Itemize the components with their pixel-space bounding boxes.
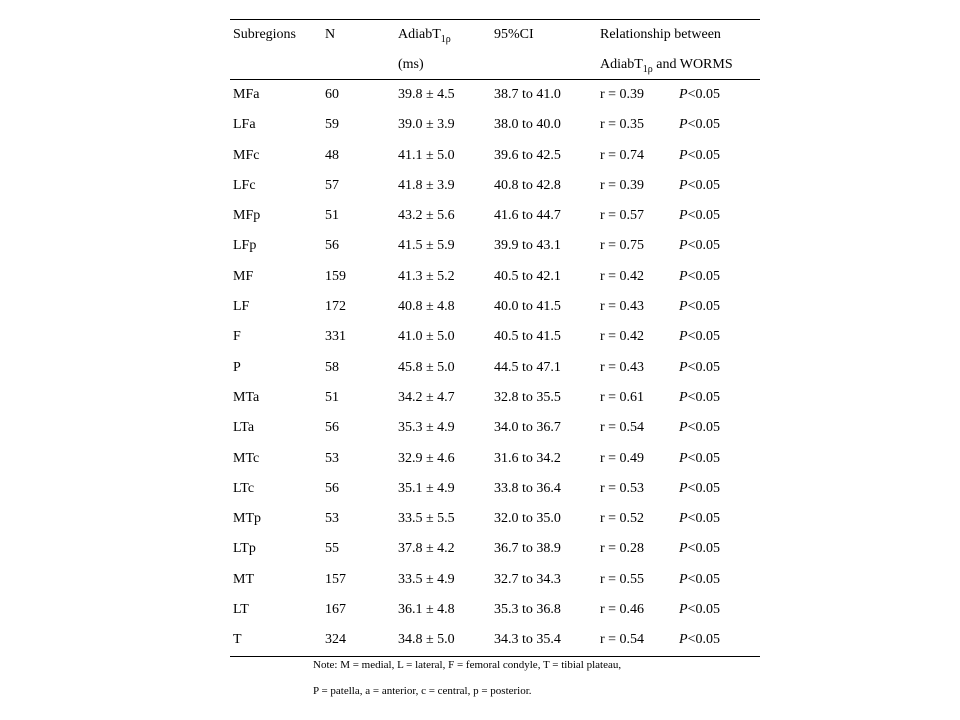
cell-ci: 35.3 to 36.8 <box>494 602 561 618</box>
cell-n: 53 <box>325 450 339 466</box>
cell-p <box>679 625 720 655</box>
cell-p <box>679 413 720 443</box>
cell-r: r = 0.35 <box>600 117 645 133</box>
cell-adiab: 35.3 ± 4.9 <box>398 420 455 436</box>
cell-n: 172 <box>325 299 346 315</box>
cell-r: r = 0.42 <box>600 329 645 345</box>
cell-p-symbol: P <box>679 329 688 345</box>
cell-ci: 38.7 to 41.0 <box>494 87 561 102</box>
cell-r: r = 0.43 <box>600 299 645 315</box>
cell-p <box>679 322 720 352</box>
cell-n: 58 <box>325 359 339 375</box>
cell-ci: 32.0 to 35.0 <box>494 511 561 527</box>
cell-p <box>679 262 720 292</box>
cell-subregion: MTp <box>233 511 261 527</box>
header-adiab-main: AdiabT <box>398 27 441 42</box>
cell-r: r = 0.43 <box>600 359 645 375</box>
cell-p-symbol: P <box>679 389 688 405</box>
header-subregions: Subregions <box>233 27 296 42</box>
cell-subregion: T <box>233 632 242 648</box>
cell-r: r = 0.52 <box>600 511 645 527</box>
cell-n: 60 <box>325 87 339 102</box>
table-row <box>230 534 760 564</box>
cell-subregion: MFa <box>233 87 260 102</box>
cell-p-symbol: P <box>679 299 688 315</box>
cell-p <box>679 595 720 625</box>
cell-p-value: <0.05 <box>687 238 720 254</box>
header-rel-adiab-main: AdiabT <box>600 56 643 72</box>
cell-n: 56 <box>325 238 339 254</box>
cell-n: 55 <box>325 541 339 557</box>
cell-p-value: <0.05 <box>687 480 720 496</box>
cell-adiab: 32.9 ± 4.6 <box>398 450 455 466</box>
header-adiab <box>398 20 451 51</box>
cell-adiab: 39.0 ± 3.9 <box>398 117 455 133</box>
cell-r: r = 0.75 <box>600 238 645 254</box>
cell-adiab: 43.2 ± 5.6 <box>398 208 455 224</box>
cell-p-symbol: P <box>679 480 688 496</box>
table-row <box>230 171 760 201</box>
cell-r: r = 0.53 <box>600 480 645 496</box>
cell-ci: 44.5 to 47.1 <box>494 359 561 375</box>
cell-adiab: 34.8 ± 5.0 <box>398 632 455 648</box>
cell-adiab: 41.5 ± 5.9 <box>398 238 455 254</box>
cell-ci: 41.6 to 44.7 <box>494 208 561 224</box>
table-row <box>230 80 760 110</box>
cell-r: r = 0.54 <box>600 420 645 436</box>
cell-subregion: LTp <box>233 541 256 557</box>
cell-n: 57 <box>325 177 339 193</box>
cell-p <box>679 444 720 474</box>
cell-p <box>679 383 720 413</box>
cell-adiab: 37.8 ± 4.2 <box>398 541 455 557</box>
cell-ci: 39.6 to 42.5 <box>494 147 561 163</box>
table-row <box>230 141 760 171</box>
cell-p <box>679 353 720 383</box>
cell-subregion: LFp <box>233 238 257 254</box>
cell-p <box>679 474 720 504</box>
table-row <box>230 413 760 443</box>
cell-ci: 40.5 to 41.5 <box>494 329 561 345</box>
cell-p-symbol: P <box>679 359 688 375</box>
cell-adiab: 41.3 ± 5.2 <box>398 268 455 284</box>
cell-p-value: <0.05 <box>687 632 720 648</box>
cell-p-symbol: P <box>679 87 688 102</box>
cell-p-value: <0.05 <box>687 177 720 193</box>
cell-r: r = 0.42 <box>600 268 645 284</box>
cell-adiab: 41.8 ± 3.9 <box>398 177 455 193</box>
cell-ci: 39.9 to 43.1 <box>494 238 561 254</box>
cell-ci: 31.6 to 34.2 <box>494 450 561 466</box>
cell-p-value: <0.05 <box>687 389 720 405</box>
cell-p <box>679 565 720 595</box>
table-row <box>230 322 760 352</box>
cell-p-symbol: P <box>679 420 688 436</box>
cell-p-value: <0.05 <box>687 541 720 557</box>
cell-p-value: <0.05 <box>687 602 720 618</box>
table-row <box>230 353 760 383</box>
cell-subregion: MFp <box>233 208 261 224</box>
cell-p-symbol: P <box>679 117 688 133</box>
cell-n: 51 <box>325 389 339 405</box>
cell-adiab: 41.1 ± 5.0 <box>398 147 455 163</box>
cell-n: 331 <box>325 329 346 345</box>
cell-p-value: <0.05 <box>687 117 720 133</box>
cell-adiab: 34.2 ± 4.7 <box>398 389 455 405</box>
cell-subregion: LFa <box>233 117 256 133</box>
cell-p-value: <0.05 <box>687 208 720 224</box>
cell-r: r = 0.55 <box>600 571 645 587</box>
header-row-2 <box>230 50 760 80</box>
note-line-1: Note: M = medial, L = lateral, F = femoral condyle, T = tibial plateau, <box>313 659 622 671</box>
table-row <box>230 595 760 625</box>
cell-adiab: 40.8 ± 4.8 <box>398 299 455 315</box>
cell-subregion: LFc <box>233 177 256 193</box>
cell-subregion: LT <box>233 602 249 618</box>
cell-ci: 40.8 to 42.8 <box>494 177 561 193</box>
cell-ci: 34.3 to 35.4 <box>494 632 561 648</box>
cell-n: 48 <box>325 147 339 163</box>
cell-p <box>679 80 720 110</box>
table-row <box>230 565 760 595</box>
cell-ci: 32.8 to 35.5 <box>494 389 561 405</box>
cell-p-value: <0.05 <box>687 450 720 466</box>
cell-r: r = 0.28 <box>600 541 645 557</box>
cell-subregion: LTa <box>233 420 255 436</box>
note-line-2: P = patella, a = anterior, c = central, p = posterior. <box>313 685 532 697</box>
cell-adiab: 33.5 ± 5.5 <box>398 511 455 527</box>
cell-p-symbol: P <box>679 177 688 193</box>
cell-p-symbol: P <box>679 450 688 466</box>
table-notes <box>313 652 621 704</box>
cell-adiab: 41.0 ± 5.0 <box>398 329 455 345</box>
cell-p-symbol: P <box>679 541 688 557</box>
cell-p-symbol: P <box>679 208 688 224</box>
table-row <box>230 292 760 322</box>
cell-p-symbol: P <box>679 511 688 527</box>
cell-r: r = 0.54 <box>600 632 645 648</box>
header-rel-adiab-sub: 1ρ <box>642 63 653 75</box>
results-table <box>230 19 760 657</box>
table-row <box>230 110 760 140</box>
table-row <box>230 262 760 292</box>
cell-n: 53 <box>325 511 339 527</box>
cell-n: 324 <box>325 632 346 648</box>
cell-subregion: MTc <box>233 450 260 466</box>
cell-n: 56 <box>325 420 339 436</box>
cell-adiab: 39.8 ± 4.5 <box>398 87 455 102</box>
header-adiab-unit: (ms) <box>398 56 424 72</box>
cell-p-value: <0.05 <box>687 329 720 345</box>
cell-p-symbol: P <box>679 238 688 254</box>
cell-p <box>679 534 720 564</box>
table-row <box>230 504 760 534</box>
cell-subregion: MF <box>233 268 254 284</box>
header-relationship-line2 <box>600 50 733 81</box>
cell-r: r = 0.39 <box>600 87 645 102</box>
cell-n: 59 <box>325 117 339 133</box>
cell-p <box>679 171 720 201</box>
cell-p-value: <0.05 <box>687 147 720 163</box>
table-row <box>230 231 760 261</box>
cell-p-symbol: P <box>679 268 688 284</box>
cell-p <box>679 292 720 322</box>
cell-p <box>679 110 720 140</box>
cell-adiab: 45.8 ± 5.0 <box>398 359 455 375</box>
cell-p <box>679 504 720 534</box>
cell-p-value: <0.05 <box>687 268 720 284</box>
cell-subregion: P <box>233 359 241 375</box>
cell-subregion: MFc <box>233 147 260 163</box>
cell-n: 167 <box>325 602 346 618</box>
header-n: N <box>325 27 336 42</box>
header-adiab-sub: 1ρ <box>440 34 451 45</box>
table-row <box>230 201 760 231</box>
table-row <box>230 383 760 413</box>
cell-r: r = 0.74 <box>600 147 645 163</box>
cell-adiab: 36.1 ± 4.8 <box>398 602 455 618</box>
header-rel-tail: and WORMS <box>652 56 733 72</box>
cell-p-value: <0.05 <box>687 359 720 375</box>
cell-p-symbol: P <box>679 602 688 618</box>
cell-ci: 40.0 to 41.5 <box>494 299 561 315</box>
cell-p-value: <0.05 <box>687 571 720 587</box>
cell-r: r = 0.61 <box>600 389 645 405</box>
cell-subregion: F <box>233 329 241 345</box>
table-row <box>230 444 760 474</box>
cell-p <box>679 141 720 171</box>
cell-r: r = 0.46 <box>600 602 645 618</box>
cell-ci: 38.0 to 40.0 <box>494 117 561 133</box>
cell-subregion: LTc <box>233 480 255 496</box>
cell-r: r = 0.49 <box>600 450 645 466</box>
cell-n: 56 <box>325 480 339 496</box>
cell-p-value: <0.05 <box>687 299 720 315</box>
table-body <box>230 80 760 656</box>
cell-r: r = 0.57 <box>600 208 645 224</box>
cell-adiab: 33.5 ± 4.9 <box>398 571 455 587</box>
cell-subregion: LF <box>233 299 250 315</box>
cell-n: 157 <box>325 571 346 587</box>
table-row <box>230 474 760 504</box>
cell-ci: 33.8 to 36.4 <box>494 480 561 496</box>
header-ci: 95%CI <box>494 27 534 42</box>
header-relationship-line1: Relationship between <box>600 27 721 42</box>
cell-subregion: MTa <box>233 389 260 405</box>
cell-p-value: <0.05 <box>687 511 720 527</box>
cell-ci: 34.0 to 36.7 <box>494 420 561 436</box>
cell-ci: 36.7 to 38.9 <box>494 541 561 557</box>
cell-p-value: <0.05 <box>687 87 720 102</box>
cell-p <box>679 231 720 261</box>
cell-p-symbol: P <box>679 571 688 587</box>
cell-ci: 32.7 to 34.3 <box>494 571 561 587</box>
cell-subregion: MT <box>233 571 254 587</box>
cell-ci: 40.5 to 42.1 <box>494 268 561 284</box>
cell-n: 51 <box>325 208 339 224</box>
cell-p-value: <0.05 <box>687 420 720 436</box>
cell-n: 159 <box>325 268 346 284</box>
cell-p <box>679 201 720 231</box>
header-row-1 <box>230 20 760 50</box>
cell-p-symbol: P <box>679 632 688 648</box>
cell-adiab: 35.1 ± 4.9 <box>398 480 455 496</box>
cell-r: r = 0.39 <box>600 177 645 193</box>
cell-p-symbol: P <box>679 147 688 163</box>
